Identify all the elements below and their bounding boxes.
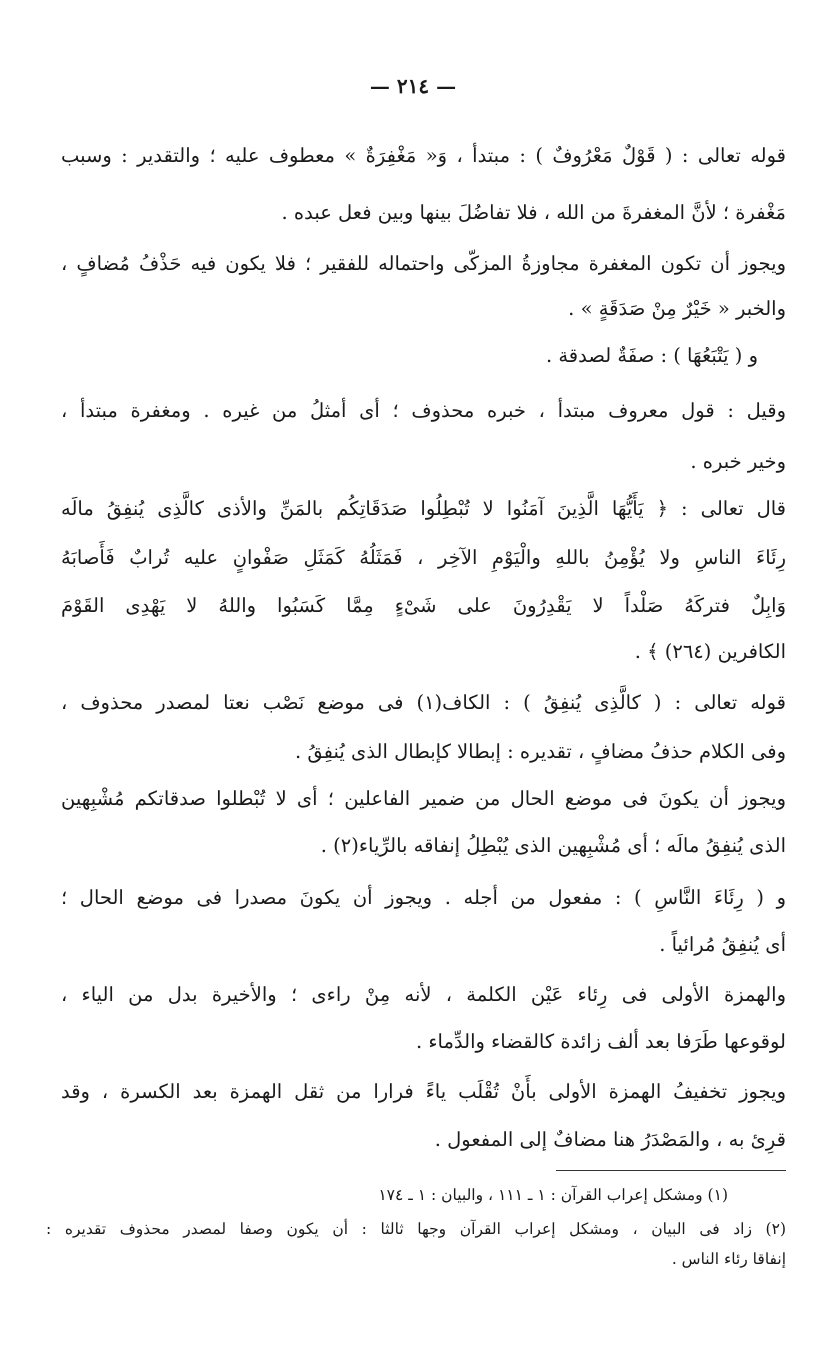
quran-verse-line: قال تعالى : ﴿ يَأَيُّهَا الَّذِينَ آمَنُوا لا تُبْطِلُوا صَدَقَاتِكُم بالمَنِّ والأذى كالَّذِى يُنفِقُ مالَه [61, 497, 786, 520]
page-number: — ٢١٤ — [369, 74, 457, 98]
text-line: مَغْفرة ؛ لأنَّ المغفرةَ من الله ، فلا تفاضُلَ بينها وبين فعل عبده . [281, 201, 786, 224]
text-line: ويجوز أن يكونَ فى موضع الحال من ضمير الفاعلين ؛ أى لا تُبْطلوا صدقاتكم مُشْبِهين [61, 787, 786, 810]
quran-verse-line: الكافرين (٢٦٤) ﴾ . [634, 640, 786, 663]
text-line: وخير خبره . [690, 450, 786, 473]
text-line: و ( يَتْبَعُهَا ) : صفَةٌ لصدقة . [545, 344, 758, 367]
text-line: لوقوعها طَرَفا بعد ألف زائدة كالقضاء والدِّماء . [415, 1030, 786, 1053]
footnote: (٢) زاد فى البيان ، ومشكل إعراب القرآن وجها ثالثا : أن يكون وصفا لمصدر محذوف تقديره : [46, 1220, 786, 1238]
footnote-separator [556, 1170, 786, 1171]
quran-verse-line: وَابِلٌ فتركَهُ صَلْداً لا يَقْدِرُونَ على شَىْءٍ مِمَّا كَسَبُوا واللهُ لا يَهْدِى القَوْمَ [61, 594, 786, 617]
text-line: والخبر « خَيْرٌ مِنْ صَدَقَةٍ » . [568, 297, 786, 320]
quran-verse-line: رِئَاءَ الناسِ ولا يُؤْمِنُ باللهِ والْيَوْمِ الآخِر ، فَمَثَلُهُ كَمَثَلِ صَفْوانٍ عليه تُرابٌ فَأَصابَهُ [61, 546, 786, 569]
text-line: و ( رِئَاءَ النَّاسِ ) : مفعول من أجله . ويجوز أن يكونَ مصدرا فى موضع الحال ؛ [61, 886, 786, 909]
text-line: ويجوز تخفيفُ الهمزة الأولى بأَنْ تُقْلَب ياءً فرارا من ثقل الهمزة بعد الكسرة ، وقد [61, 1080, 786, 1103]
text-line: وقيل : قول معروف مبتدأ ، خبره محذوف ؛ أى أمثلُ من غيره . ومغفرة مبتدأ ، [61, 399, 786, 422]
footnote: إنفاقا رئاء الناس . [671, 1250, 786, 1268]
text-line: أى يُنفِقُ مُرائياً . [659, 933, 786, 956]
text-line: وفى الكلام حذفُ مضافٍ ، تقديره : إبطالا كإبطال الذى يُنفِقُ . [295, 740, 786, 763]
footnote: (١) ومشكل إعراب القرآن : ١ ـ ١١١ ، والبيان : ١ ـ ١٧٤ [378, 1186, 728, 1204]
text-line: ويجوز أن تكون المغفرة مجاوزةُ المزكّى واحتماله للفقير ؛ فلا يكون فيه حَذْفُ مُضافٍ ، [61, 252, 786, 275]
text-line: والهمزة الأولى فى رِئاء عَيْن الكلمة ، لأنه مِنْ راءى ؛ والأخيرة بدل من الياء ، [61, 983, 786, 1006]
text-line: قوله تعالى : ( كالَّذِى يُنفِقُ ) : الكاف(١) فى موضع نَصْب نعتا لمصدر محذوف ، [61, 691, 786, 714]
text-line: قرِئ به ، والمَصْدَرُ هنا مضافٌ إلى المفعول . [434, 1128, 786, 1151]
text-line: قوله تعالى : ( قَوْلٌ مَعْرُوفٌ ) : مبتدأ ، وَ« مَغْفِرَةٌ » معطوف عليه ؛ والتقدير : وسبب [61, 144, 786, 167]
text-line: الذى يُنفِقُ مالَه ؛ أى مُشْبِهين الذى يُبْطِلُ إنفاقه بالرِّياء(٢) . [320, 834, 786, 857]
